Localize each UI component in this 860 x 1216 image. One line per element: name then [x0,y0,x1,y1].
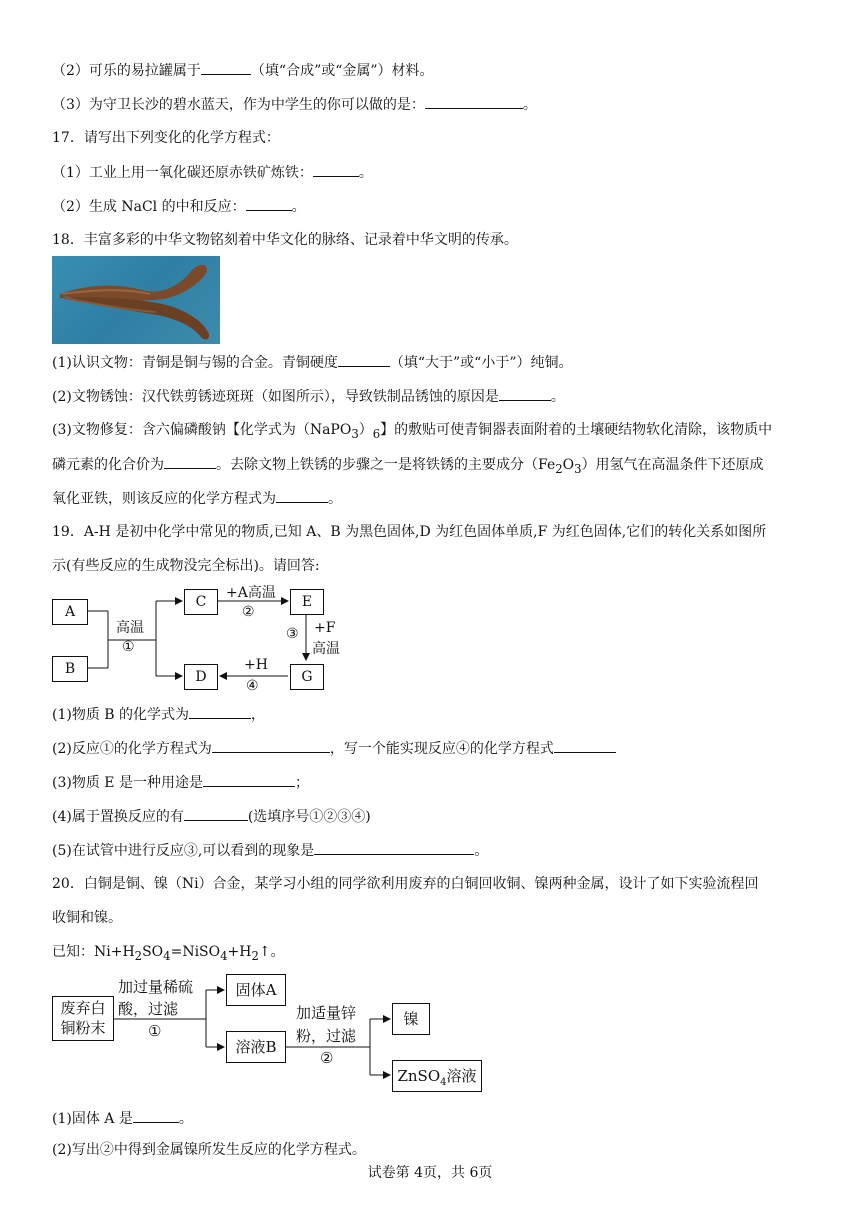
text: ； [294,775,309,791]
text: 已知：Ni+H [52,944,135,960]
q19-line5 [52,840,488,861]
subscript: 6 [372,426,381,441]
q18-line3b-text: 磷元素的化合价为 [52,457,164,473]
node-nickel: 镍 [392,1003,430,1035]
q18-line2-text: (2)文物锈蚀：汉代铁剪锈迹斑斑（如图所示），导致铁制品锈蚀的原因是 [52,389,499,405]
node-c: C [184,589,218,615]
q18-line3a-text: (3)文物修复：含六偏磷酸钠【化学式为（NaPO [52,422,352,438]
step2-condition-line2: 粉，过滤 [296,1027,357,1045]
page-footer: 试卷第 4页，共 6页 [367,1165,493,1181]
subscript: 3 [574,461,582,476]
text: ） [358,422,373,438]
q17-line2-tail: 。 [291,199,306,215]
q20-line1-text: (1)固体 A 是 [52,1111,133,1127]
text: O [562,457,575,473]
text: ）用氢气在高温条件下还原成 [581,457,764,473]
step1-condition-line1: 加过量稀硫 [118,978,194,996]
node-waste-cupronickel [52,996,114,1041]
reaction3-condition-heat: 高温 [312,641,340,657]
q19-title: 19．A-H 是初中化学中常见的物质,已知 A、B 为黑色固体,D 为红色固体单质,F 为红色固体,它们的转化关系如图所 [52,524,767,540]
reaction1-number: ① [122,639,135,655]
text: 。 [474,843,489,859]
text: =NiSO [170,944,221,960]
step2-condition-line1: 加适量锌 [296,1004,357,1022]
q16-line2-text: （2）可乐的易拉罐属于 [52,63,201,79]
q20-line2: (2)写出②中得到金属镍所发生反应的化学方程式。 [52,1142,366,1158]
q18-title: 18．丰富多彩的中华文物铭刻着中华文化的脉络、记录着中华文明的传承。 [52,232,518,248]
answer-blank[interactable] [203,772,295,787]
q17-line2-text: （2）生成 NaCl 的中和反应： [52,199,246,215]
subscript: 3 [351,426,359,441]
q18-line1-tail: （填“大于”或“小于”）纯铜。 [389,355,573,371]
text: 铜粉末 [60,1019,106,1037]
q18-line3c-text: 氧化亚铁，则该反应的化学方程式为 [52,491,276,507]
q20-title2: 收铜和镍。 [52,910,122,926]
text: ， [251,707,266,723]
subscript: 4 [440,1077,447,1088]
text: 废弃白 [60,999,106,1017]
answer-blank[interactable] [314,840,474,855]
text: +H [227,944,252,960]
subscript: 4 [220,948,228,963]
answer-blank[interactable] [554,738,616,753]
q20-known-equation [52,942,285,966]
q18-line1-text: (1)认识文物：青铜是铜与锡的合金。青铜硬度 [52,355,338,371]
answer-blank[interactable] [184,806,248,821]
text: 。 [328,491,342,507]
q19-line2-text: (2)反应①的化学方程式为 [52,741,212,757]
q17-line1-tail: 。 [358,165,373,181]
q20-line1 [52,1108,193,1129]
node-a: A [52,599,88,625]
q19-line3-text: (3)物质 E 是一种用途是 [52,775,203,791]
node-g: G [290,664,324,690]
q20-title: 20．白铜是铜、镍（Ni）合金，某学习小组的同学欲利用废弃的白铜回收铜、镍两种金属，设计了如下实验流程回 [52,876,759,892]
text: ，写一个能实现反应④的化学方程式 [329,741,554,757]
subscript: 4 [163,948,171,963]
text: ↑。 [258,944,285,960]
answer-blank[interactable] [189,704,251,719]
step1-number: ① [148,1022,162,1040]
reaction2-number: ② [242,604,255,620]
text: 。去除文物上铁锈的步骤之一是将铁锈的主要成分（Fe [216,457,556,473]
q16-line3-text: （3）为守卫长沙的碧水蓝天，作为中学生的你可以做的是： [52,97,425,113]
text: ZnSO [397,1067,441,1085]
q17-title: 17．请写出下列变化的化学方程式： [52,130,280,146]
node-b: B [52,656,88,682]
text: 。 [178,1111,193,1127]
q19-line5-text: (5)在试管中进行反应③,可以看到的现象是 [52,843,315,859]
node-solid-a: 固体A [226,974,286,1006]
reaction3-number: ③ [286,626,299,642]
q19-line1 [52,704,265,725]
reaction4-number: ④ [246,678,259,694]
answer-blank[interactable] [212,738,330,753]
subscript: 2 [134,948,143,963]
reaction1-condition: 高温 [116,620,144,636]
text: 溶液 [446,1067,477,1085]
q19-line4-text: (4)属于置换反应的有 [52,809,184,825]
q19-line3 [52,772,309,793]
q19-line4 [52,806,371,827]
step2-number: ② [320,1049,334,1067]
reaction3-condition-f: +F [314,620,336,636]
q16-line2-tail: （填“合成”或“金属”）材料。 [250,63,434,79]
subscript: 2 [555,461,563,476]
q19-title2: 示(有些反应的生成物没完全标出)。请回答: [52,558,320,574]
node-solution-b: 溶液B [226,1031,286,1063]
q16-line3-tail: 。 [522,97,537,113]
answer-blank[interactable] [133,1108,179,1123]
q19-line1-text: (1)物质 B 的化学式为 [52,707,190,723]
text: SO [142,944,164,960]
text: 】的敷贴可使青铜器表面附着的土壤硬结物软化清除，该物质中 [380,422,773,438]
node-e: E [290,589,324,615]
node-d: D [184,664,218,690]
q18-line2-tail: 。 [550,389,565,405]
reaction4-condition: +H [244,657,268,673]
q19-line2 [52,738,616,759]
reaction2-condition: +A高温 [226,585,276,601]
text: (选填序号①②③④) [247,809,371,825]
step1-condition-line2: 酸，过滤 [118,1000,179,1018]
node-znso4-solution [392,1060,482,1092]
q17-line1-text: （1）工业上用一氧化碳还原赤铁矿炼铁： [52,165,313,181]
subscript: 2 [251,948,259,963]
